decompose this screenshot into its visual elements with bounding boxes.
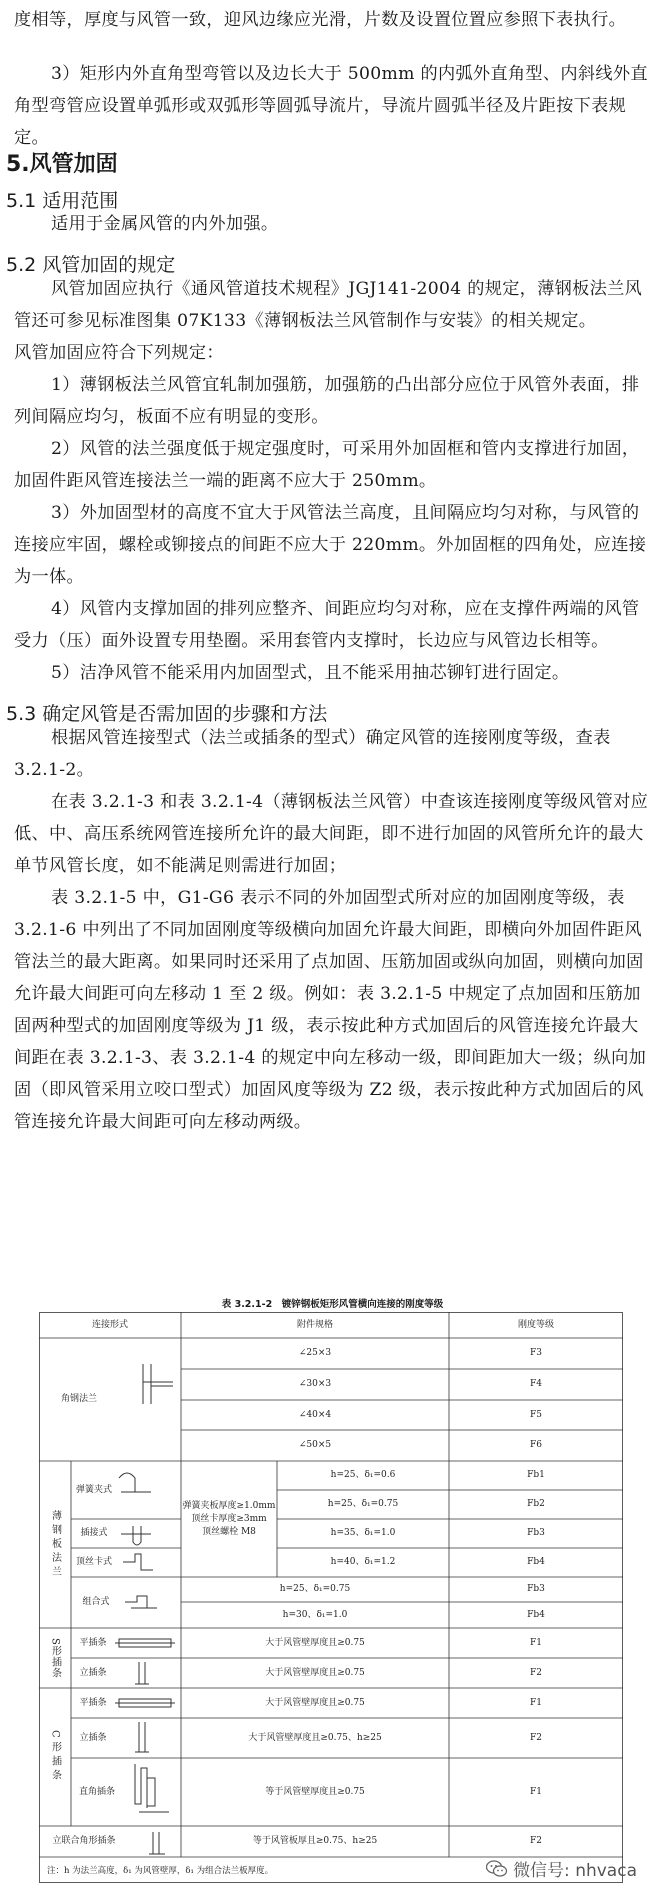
combo-grade-1: Fb3 — [527, 1584, 545, 1594]
shared-spec-line-1: 弹簧夹板厚度≥1.0mm — [182, 1500, 276, 1511]
c-row-1-grade: F1 — [530, 1697, 542, 1708]
combo-spec-2: h=30、δ₁=1.0 — [282, 1609, 348, 1620]
header-grade: 刚度等级 — [517, 1319, 554, 1330]
c-row-1-spec: 大于风管壁厚度且≥0.75 — [265, 1697, 365, 1708]
paragraph-rules-intro: 风管加固应执行《通风管道技术规程》JGJ141-2004 的规定，薄钢板法兰风管还可参见标准图集 07K133《薄钢板法兰风管制作与安装》的相关规定。 — [14, 279, 643, 331]
paragraph-rule-3: 3）外加固型材的高度不宜大于风管法兰高度，且间隔应均匀对称，与风管的连接应牢固，螺栓或铆接点的间距不应大于 220mm。外加固框的四角处，应连接为一体。 — [14, 503, 647, 587]
paragraph-step-3: 表 3.2.1-5 中，G1-G6 表示不同的外加固型式所对应的加固刚度等级，表 3.2.1-6 中列出了不同加固刚度等级横向加固允许最大间距，即横向外加固件距风管法兰的最大距离。如果同时还采用了点加固、压筋加固或纵向加固，则横向加固允许最大间距可向左移动 1 至 2 级。例如：表 3.2.1-5 中规定了点加固和压筋加固两种型式的加固刚度等级为 J1 级，表示按此种方式加固后的风管连接允许最大间距在表 3.2.1-3、表 3.2.1-4 的规定中向左移动一级，即间距加大一级；纵向加固（即风管采用立咬口型式）加固风度等级为 Z2 级，表示按此种方式加固后的风管连接允许最大间距可向左移动两级。 — [14, 888, 647, 1132]
paragraph-guide-vanes: 度相等，厚度与风管一致，迎风边缘应光滑，片数及设置位置应参照下表执行。 — [14, 10, 627, 30]
joint-row-1-name: 立联合角形插条 — [52, 1836, 116, 1846]
thin-shared-spec — [181, 1461, 277, 1577]
s-row-1-grade: F1 — [530, 1637, 542, 1648]
c-row-3-spec: 等于风管壁厚度且≥0.75 — [265, 1786, 365, 1797]
c-row-2-spec: 大于风管壁厚度且≥0.75、h≥25 — [248, 1732, 382, 1743]
joint-row-1-grade: F2 — [530, 1836, 542, 1846]
s-row-2-spec: 大于风管壁厚度且≥0.75 — [265, 1667, 365, 1678]
c-row-3-name: 直角插条 — [78, 1786, 115, 1797]
watermark-text: 微信号: nhvaca — [513, 1861, 637, 1881]
stiffness-table — [39, 1312, 623, 1883]
angle-flange-label: 角钢法兰 — [60, 1394, 97, 1404]
combo-grade-2: Fb4 — [527, 1609, 545, 1620]
combo-spec-1: h=25、δ₁=0.75 — [279, 1584, 351, 1594]
table-title: 表 3.2.1-2 镀锌钢板矩形风管横向连接的刚度等级 — [221, 1299, 444, 1310]
angle-grade-4: F6 — [530, 1440, 542, 1450]
angle-spec-2: ∠30×3 — [298, 1379, 332, 1389]
section-sketches — [115, 1364, 175, 1854]
table-note: 注：h 为法兰高度，δ₁ 为风管壁厚，δ₁ 为组合法兰板厚度。 — [47, 1866, 274, 1876]
angle-spec-4: ∠50×5 — [298, 1440, 332, 1450]
section-heading-5-3: 5.3 确定风管是否需加固的步骤和方法 — [6, 703, 328, 725]
thin-grade-2: Fb2 — [527, 1499, 545, 1509]
thin-spec-2: h=25、δ₁=0.75 — [327, 1499, 399, 1509]
section-heading-5-2: 5.2 风管加固的规定 — [6, 254, 176, 276]
paragraph-rule-5: 5）洁净风管不能采用内加固型式，且不能采用抽芯铆钉进行固定。 — [51, 663, 570, 683]
thin-grade-3: Fb3 — [527, 1528, 545, 1538]
c-row-1-name: 平插条 — [79, 1697, 107, 1708]
c-row-3-grade: F1 — [530, 1786, 542, 1797]
angle-grade-1: F3 — [530, 1348, 542, 1358]
c-row-2-grade: F2 — [530, 1732, 542, 1743]
paragraph-rect-elbows: 3）矩形内外直角型弯管以及边长大于 500mm 的内弧外直角型、内斜线外直角型弯管应设置单弧形或双弧形等圆弧导流片，导流片圆弧半径及片距按下表规定。 — [14, 64, 648, 148]
paragraph-rule-2: 2）风管的法兰强度低于规定强度时，可采用外加固框和管内支撑进行加固，加固件距风管连接法兰一端的距离不应大于 250mm。 — [14, 439, 640, 491]
thin-grade-1: Fb1 — [527, 1470, 545, 1480]
shared-spec-line-2: 顶丝卡厚度≥3mm — [191, 1513, 267, 1524]
thin-grade-4: Fb4 — [527, 1557, 545, 1567]
paragraph-step-2: 在表 3.2.1-3 和表 3.2.1-4（薄钢板法兰风管）中查该连接刚度等级风管对应低、中、高压系统网管连接所允许的最大间距，即不进行加固的风管所允许的最大单节风管长度，如不能满足则需进行加固； — [14, 792, 649, 876]
angle-grade-2: F4 — [530, 1379, 542, 1389]
header-spec: 附件规格 — [296, 1319, 333, 1330]
joint-row-1-spec: 等于风管板厚且≥0.75、h≥25 — [252, 1836, 378, 1846]
paragraph-step-1: 根据风管连接型式（法兰或插条的型式）确定风管的连接刚度等级，查表 3.2.1-2。 — [14, 728, 611, 780]
shared-spec-line-3: 顶丝螺栓 M8 — [202, 1526, 256, 1537]
thin-spec-1: h=25、δ₁=0.6 — [330, 1470, 396, 1480]
s-row-1-name: 平插条 — [79, 1637, 107, 1648]
thin-spec-3: h=35、δ₁=1.0 — [330, 1528, 396, 1538]
thin-spec-4: h=40、δ₁=1.2 — [330, 1557, 396, 1567]
paragraph-scope: 适用于金属风管的内外加强。 — [51, 214, 279, 234]
thin-row-1-name: 弹簧夹式 — [75, 1484, 112, 1495]
thin-row-3-name: 插接式 — [80, 1528, 108, 1538]
c-type-group-label: C形插条 — [49, 1730, 61, 1784]
combo-name: 组合式 — [82, 1597, 110, 1607]
watermark — [486, 1856, 637, 1881]
angle-spec-1: ∠25×3 — [298, 1348, 332, 1358]
paragraph-rules-list-intro: 风管加固应符合下列规定： — [14, 343, 224, 363]
header-connection-type: 连接形式 — [91, 1319, 128, 1330]
paragraph-rule-1: 1）薄钢板法兰风管宜轧制加强筋，加强筋的凸出部分应位于风管外表面，排列间隔应均匀，板面不应有明显的变形。 — [14, 375, 640, 427]
c-row-2-name: 立插条 — [79, 1732, 107, 1743]
section-heading-5-1: 5.1 适用范围 — [6, 190, 119, 212]
s-row-1-spec: 大于风管壁厚度且≥0.75 — [265, 1637, 365, 1648]
section-heading-5: 5.风管加固 — [6, 152, 118, 177]
angle-spec-3: ∠40×4 — [298, 1409, 332, 1420]
s-type-group-label: S形插条 — [49, 1637, 61, 1679]
s-row-2-name: 立插条 — [79, 1667, 107, 1678]
paragraph-rule-4: 4）风管内支撑加固的排列应整齐、间距应均匀对称，应在支撑件两端的风管受力（压）面外设置专用垫圈。采用套管内支撑时，长边应与风管边长相等。 — [14, 599, 640, 651]
angle-grade-3: F5 — [530, 1409, 542, 1420]
thin-flange-group-label: 薄钢板法兰 — [49, 1509, 61, 1580]
wechat-icon — [486, 1860, 508, 1878]
thin-row-4-name: 顶丝卡式 — [75, 1557, 112, 1567]
s-row-2-grade: F2 — [530, 1667, 542, 1678]
